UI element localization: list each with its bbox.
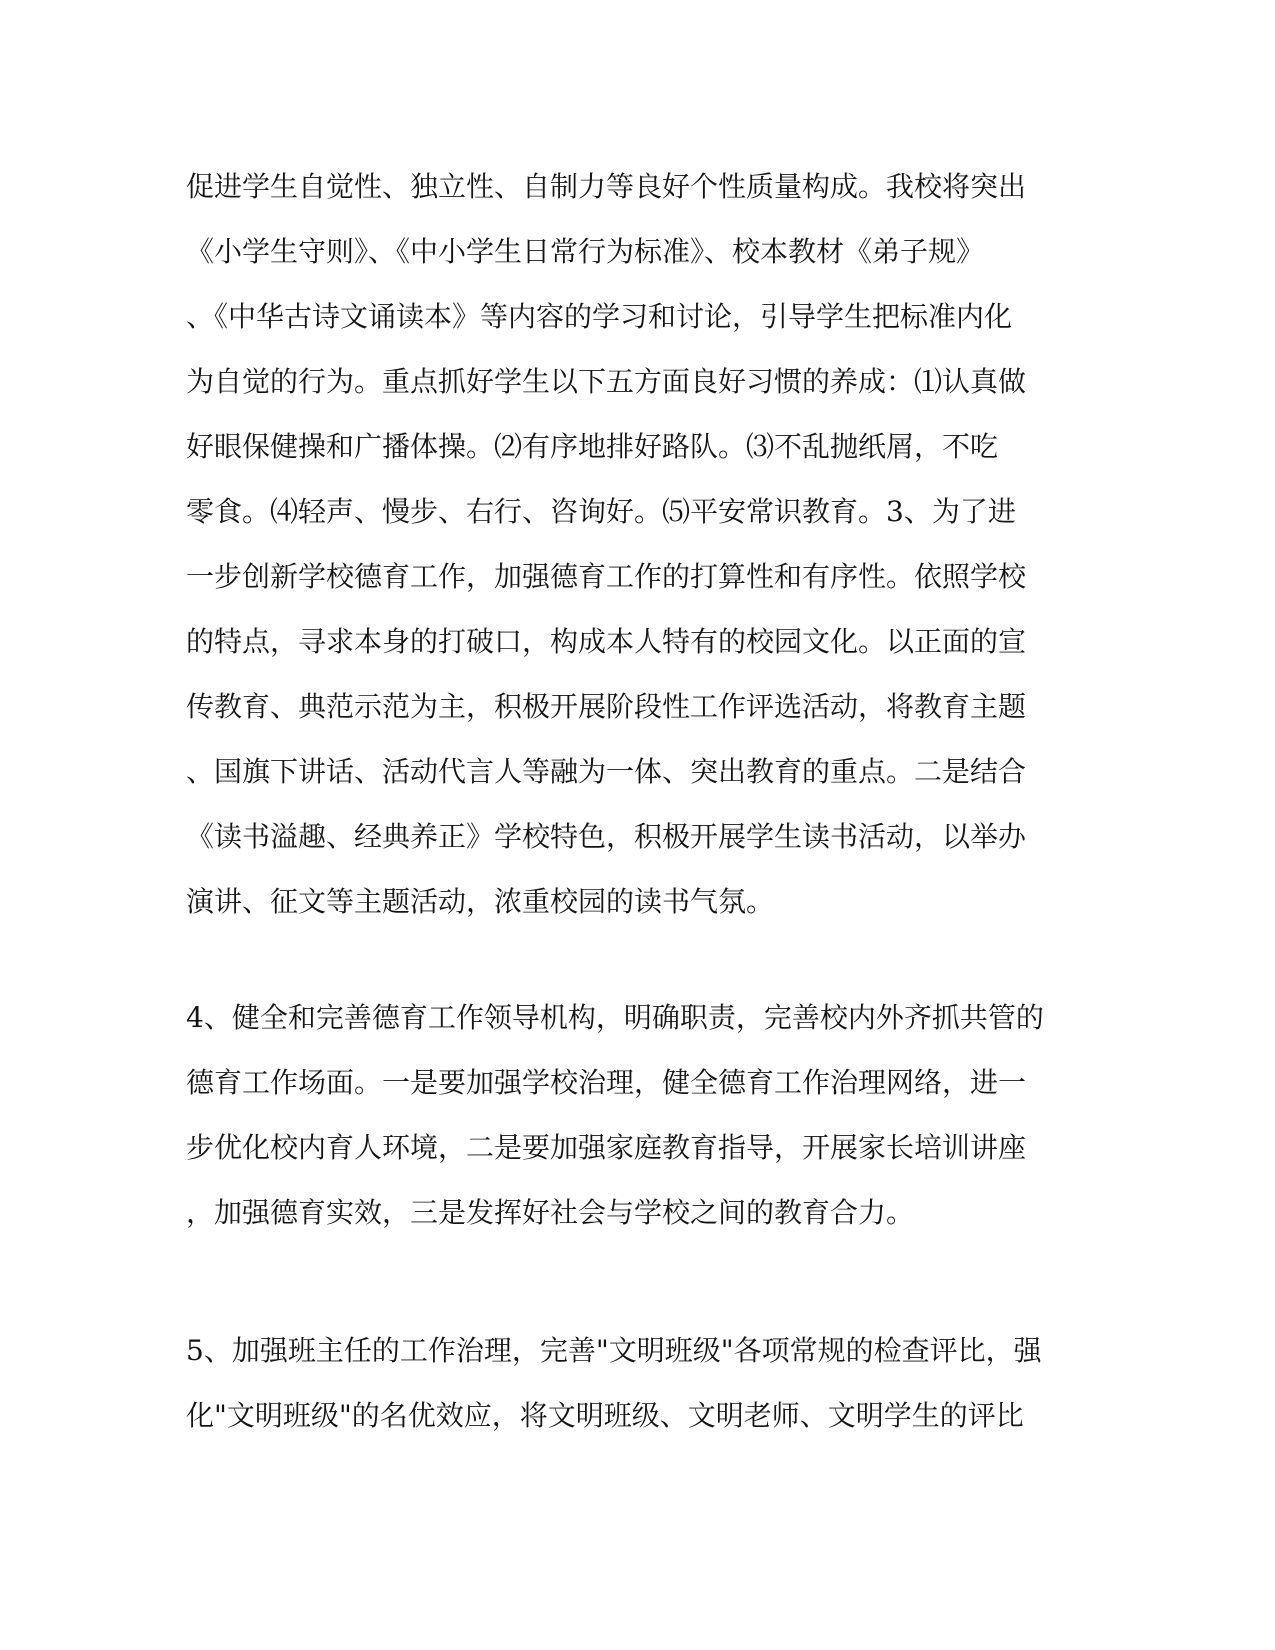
text-line: 一步创新学校德育工作，加强德育工作的打算性和有序性。依照学校 [186,560,1027,593]
text-line: 促进学生自觉性、独立性、自制力等良好个性质量构成。我校将突出 [186,170,1027,203]
paragraph-3 [186,1318,1086,1448]
text-line: 为自觉的行为。重点抓好学生以下五方面良好习惯的养成：⑴认真做 [186,365,1027,398]
text-line: 步优化校内育人环境，二是要加强家庭教育指导，开展家长培训讲座 [186,1131,1027,1164]
paragraph-2 [186,985,1086,1245]
text-line: 演讲、征文等主题活动，浓重校园的读书气氛。 [186,885,775,918]
text-line: 、国旗下讲话、活动代言人等融为一体、突出教育的重点。二是结合 [186,755,1027,788]
text-line: ，加强德育实效，三是发挥好社会与学校之间的教育合力。 [186,1196,915,1229]
text-line: 零食。⑷轻声、慢步、右行、咨询好。⑸平安常识教育。3、为了进 [186,495,1016,528]
text-line: 德育工作场面。一是要加强学校治理，健全德育工作治理网络，进一 [186,1066,1027,1099]
text-line: 4、健全和完善德育工作领导机构，明确职责，完善校内外齐抓共管的 [186,1001,1044,1034]
text-line: 《小学生守则》、《中小学生日常行为标准》、校本教材《弟子规》 [186,235,985,268]
paragraph-1 [186,154,1086,934]
text-line: 传教育、典范示范为主，积极开展阶段性工作评选活动，将教育主题 [186,690,1027,723]
text-line: 、《中华古诗文诵读本》等内容的学习和讨论，引导学生把标准内化 [186,300,1013,333]
text-line: 化"文明班级"的名优效应，将文明班级、文明老师、文明学生的评比 [186,1399,1024,1432]
text-line: 的特点，寻求本身的打破口，构成本人特有的校园文化。以正面的宣 [186,625,1027,658]
text-line: 5、加强班主任的工作治理，完善"文明班级"各项常规的检查评比，强 [186,1334,1042,1367]
text-line: 《读书溢趣、经典养正》学校特色，积极开展学生读书活动，以举办 [186,820,1027,853]
text-line: 好眼保健操和广播体操。⑵有序地排好路队。⑶不乱抛纸屑，不吃 [186,430,999,463]
